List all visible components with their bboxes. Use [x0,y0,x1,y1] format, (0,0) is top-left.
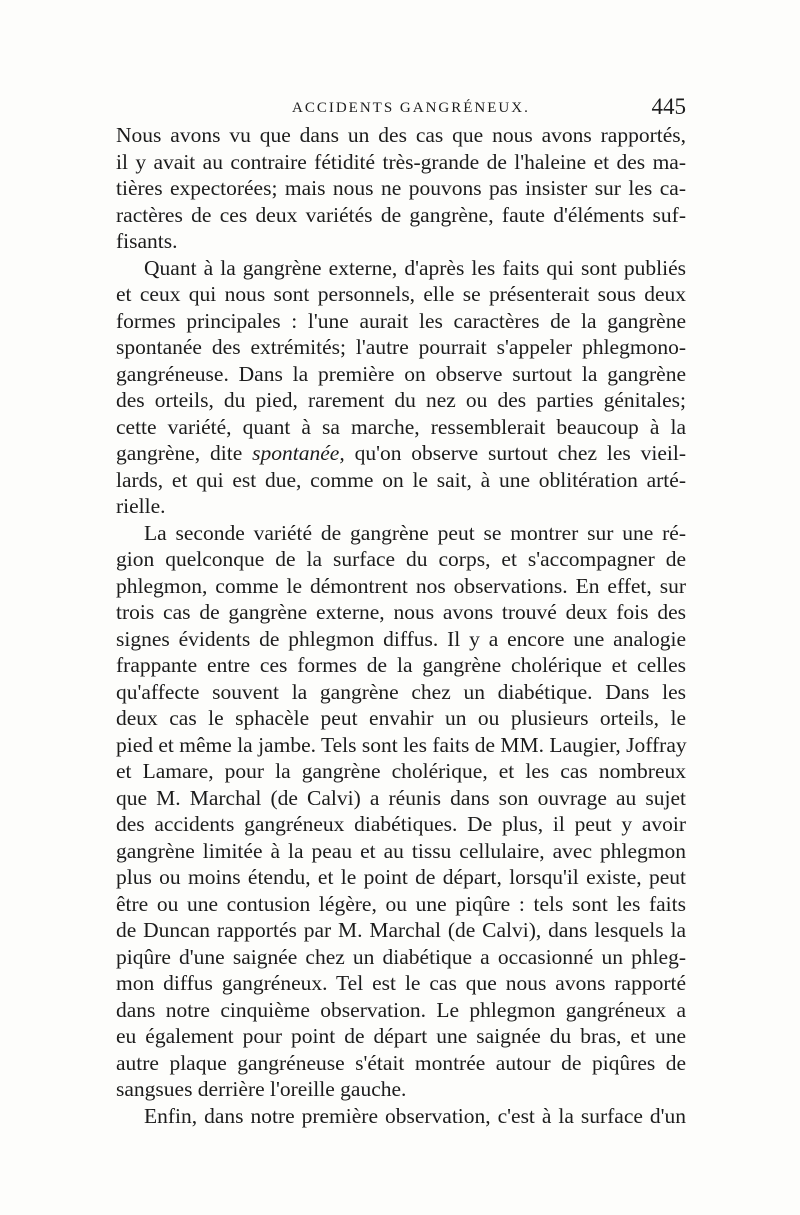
text-line-with-italic [116,440,686,467]
text-line: gion quelconque de la surface du corps, et s'accompagner de [116,547,686,571]
text-line: La seconde variété de gangrène peut se montrer sur une ré- [144,520,686,545]
text-line: dans notre cinquième observation. Le phlegmon gangréneux a [116,997,686,1022]
text-line: de Duncan rapportés par M. Marchal (de Calvi), dans lesquels la [116,918,686,942]
text-line: sangsues derrière l'oreille gauche. [116,1077,407,1101]
text-line: tières expectorées; mais nous ne pouvons pas insister sur les ca- [116,176,686,200]
text-line: trois cas de gangrène externe, nous avons trouvé deux fois des [116,600,686,624]
text-line: spontanée des extrémités; l'autre pourrait s'appeler phlegmono- [116,335,686,359]
text-line: lards, et qui est due, comme on le sait, à une oblitération arté- [116,467,686,492]
italic-term: spontanée, [252,441,345,465]
text-line: des accidents gangréneux diabétiques. De plus, il peut y avoir [116,812,686,836]
text-line: Quant à la gangrène externe, d'après les faits qui sont publiés [144,255,686,280]
text-line: formes principales : l'une aurait les caractères de la gangrène [116,308,686,333]
text-line: et ceux qui nous sont personnels, elle se présenterait sous deux [116,282,686,306]
running-head [116,94,686,124]
text-line: mon diffus gangréneux. Tel est le cas que nous avons rapporté [116,971,686,995]
text-line: des orteils, du pied, rarement du nez ou des parties génitales; [116,388,686,412]
text-line: deux cas le sphacèle peut envahir un ou plusieurs orteils, le [116,706,686,730]
text-line: autre plaque gangréneuse s'était montrée autour de piqûres de [116,1050,686,1075]
text-line: phlegmon, comme le démontrent nos observations. En effet, sur [116,573,686,598]
text-line: rielle. [116,494,166,518]
text-fragment: gangrène, dite [116,441,253,465]
paragraph-4 [116,1103,686,1130]
text-line: plus ou moins étendu, et le point de départ, lorsqu'il existe, peut [116,865,686,889]
text-line: Enfin, dans notre première observation, c'est à la surface d'un [144,1103,686,1128]
text-line: fisants. [116,229,178,253]
text-line: frappante entre ces formes de la gangrène cholérique et celles [116,653,686,677]
text-line: Nous avons vu que dans un des cas que nous avons rapportés, [116,123,686,147]
text-line: eu également pour point de départ une saignée du bras, et une [116,1024,686,1048]
paragraph-2 [116,255,686,520]
text-line: gangréneuse. Dans la première on observe surtout la gangrène [116,361,686,386]
text-line: cette variété, quant à sa marche, ressemblerait beaucoup à la [116,414,686,439]
text-line: ractères de ces deux variétés de gangrène, faute d'éléments suf- [116,202,686,227]
text-line: signes évidents de phlegmon diffus. Il y a encore une analogie [116,626,686,651]
text-line: que M. Marchal (de Calvi) a réunis dans son ouvrage au sujet [116,785,686,810]
paragraph-3 [116,520,686,1103]
text-line: être ou une contusion légère, ou une piqûre : tels sont les faits [116,891,686,916]
text-line: piqûre d'une saignée chez un diabétique a occasionné un phleg- [116,944,686,969]
text-line: pied et même la jambe. Tels sont les faits de MM. Laugier, Joffray [116,732,687,757]
text-line: et Lamare, pour la gangrène cholérique, et les cas nombreux [116,759,686,783]
text-line: qu'affecte souvent la gangrène chez un diabétique. Dans les [116,679,686,704]
text-fragment: qu'on observe surtout chez les vieil- [344,441,686,465]
text-line: gangrène limitée à la peau et au tissu cellulaire, avec phlegmon [116,838,686,863]
page-number: 445 [651,94,686,119]
running-title: ACCIDENTS GANGRÉNEUX. [292,100,530,116]
text-line: il y avait au contraire fétidité très-grande de l'haleine et des ma- [116,149,686,174]
paragraph-1 [116,122,686,255]
body-text [116,122,686,1129]
